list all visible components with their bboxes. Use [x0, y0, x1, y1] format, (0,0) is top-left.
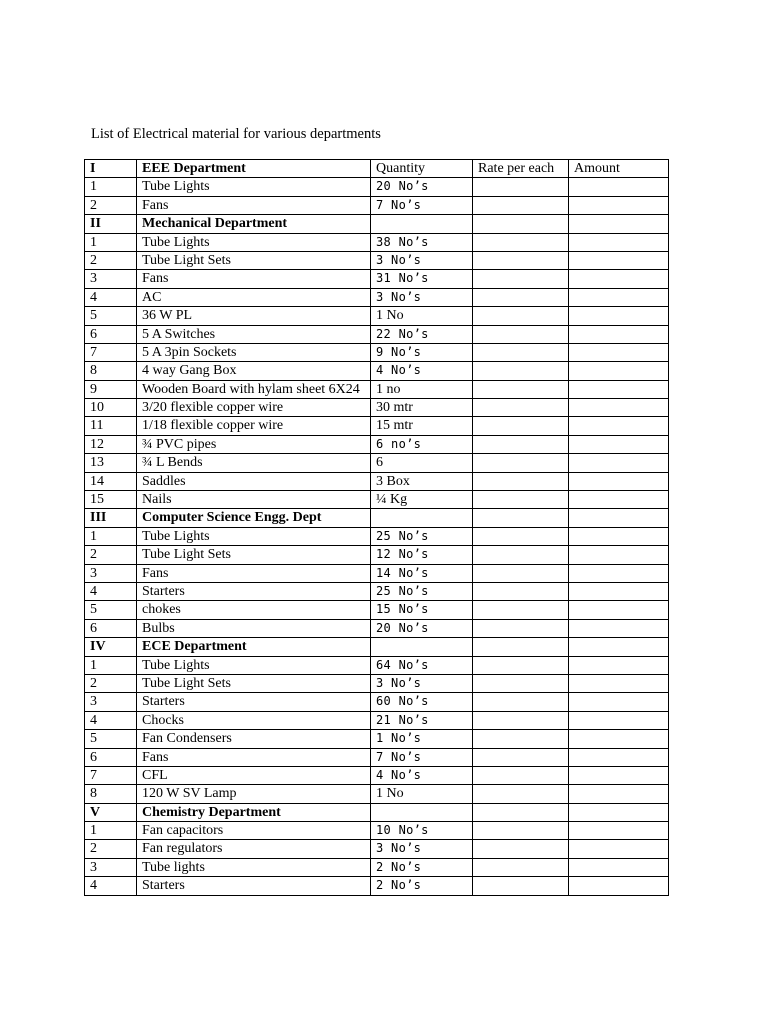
amount-cell [569, 877, 669, 895]
table-row [85, 582, 669, 600]
amount-cell [569, 711, 669, 729]
table-row [85, 564, 669, 582]
quantity-cell: 22 No’s [371, 325, 473, 343]
table-row [85, 270, 669, 288]
item-name: 5 A 3pin Sockets [137, 343, 371, 361]
item-name: 120 W SV Lamp [137, 785, 371, 803]
amount-cell [569, 435, 669, 453]
quantity-cell: 21 No’s [371, 711, 473, 729]
quantity-cell: 3 No’s [371, 288, 473, 306]
amount-cell [569, 325, 669, 343]
quantity-cell [371, 215, 473, 233]
rate-cell [473, 288, 569, 306]
table-row [85, 251, 669, 269]
item-number: 3 [85, 564, 137, 582]
amount-cell [569, 509, 669, 527]
item-number: 7 [85, 766, 137, 784]
item-number: 12 [85, 435, 137, 453]
quantity-cell: 1 No’s [371, 730, 473, 748]
table-row [85, 748, 669, 766]
quantity-cell: 3 No’s [371, 840, 473, 858]
item-number: 1 [85, 178, 137, 196]
rate-cell [473, 399, 569, 417]
table-row [85, 674, 669, 692]
amount-cell [569, 822, 669, 840]
quantity-cell [371, 509, 473, 527]
item-number: 2 [85, 546, 137, 564]
item-name: 36 W PL [137, 307, 371, 325]
item-name: Wooden Board with hylam sheet 6X24 [137, 380, 371, 398]
amount-cell [569, 693, 669, 711]
quantity-cell: 38 No’s [371, 233, 473, 251]
item-number: 11 [85, 417, 137, 435]
amount-cell [569, 674, 669, 692]
quantity-cell [371, 803, 473, 821]
item-name: Starters [137, 582, 371, 600]
item-name: 4 way Gang Box [137, 362, 371, 380]
table-row [85, 454, 669, 472]
item-number: 7 [85, 343, 137, 361]
item-number: 1 [85, 233, 137, 251]
document-title: List of Electrical material for various departments [91, 126, 381, 142]
item-name: Tube Light Sets [137, 674, 371, 692]
item-name: Bulbs [137, 619, 371, 637]
item-number: 3 [85, 858, 137, 876]
quantity-cell: 1 no [371, 380, 473, 398]
quantity-cell: 6 [371, 454, 473, 472]
item-number: 2 [85, 196, 137, 214]
item-number: 3 [85, 270, 137, 288]
table-row [85, 877, 669, 895]
item-name: Tube Lights [137, 527, 371, 545]
item-name: Tube Lights [137, 178, 371, 196]
quantity-cell: 2 No’s [371, 858, 473, 876]
item-number: 2 [85, 251, 137, 269]
item-number: 4 [85, 877, 137, 895]
item-name: AC [137, 288, 371, 306]
item-number: 5 [85, 307, 137, 325]
rate-cell [473, 822, 569, 840]
section-row [85, 638, 669, 656]
table-row [85, 399, 669, 417]
amount-cell [569, 399, 669, 417]
table-row [85, 435, 669, 453]
rate-cell [473, 693, 569, 711]
amount-cell [569, 380, 669, 398]
amount-cell [569, 840, 669, 858]
rate-cell [473, 711, 569, 729]
item-number: 14 [85, 472, 137, 490]
amount-cell [569, 527, 669, 545]
item-number: 10 [85, 399, 137, 417]
rate-cell [473, 196, 569, 214]
rate-cell [473, 582, 569, 600]
amount-header: Amount [569, 160, 669, 178]
quantity-cell: 20 No’s [371, 619, 473, 637]
amount-cell [569, 362, 669, 380]
rate-cell [473, 472, 569, 490]
table-row [85, 730, 669, 748]
item-name: Chocks [137, 711, 371, 729]
rate-cell [473, 435, 569, 453]
item-name: 3/20 flexible copper wire [137, 399, 371, 417]
item-name: Nails [137, 491, 371, 509]
item-number: 6 [85, 619, 137, 637]
item-number: 15 [85, 491, 137, 509]
table-row [85, 362, 669, 380]
amount-cell [569, 233, 669, 251]
table-row [85, 307, 669, 325]
quantity-cell: 4 No’s [371, 766, 473, 784]
item-name: Starters [137, 693, 371, 711]
quantity-cell: 64 No’s [371, 656, 473, 674]
materials-table-body [85, 160, 669, 896]
amount-cell [569, 491, 669, 509]
rate-cell [473, 656, 569, 674]
item-name: Saddles [137, 472, 371, 490]
table-row [85, 325, 669, 343]
section-title: Chemistry Department [137, 803, 371, 821]
quantity-cell: 9 No’s [371, 343, 473, 361]
quantity-cell: 31 No’s [371, 270, 473, 288]
rate-cell [473, 509, 569, 527]
item-name: Fans [137, 748, 371, 766]
rate-cell [473, 785, 569, 803]
table-row [85, 840, 669, 858]
quantity-cell: 4 No’s [371, 362, 473, 380]
rate-cell [473, 454, 569, 472]
amount-cell [569, 307, 669, 325]
quantity-cell: 20 No’s [371, 178, 473, 196]
item-number: 8 [85, 362, 137, 380]
table-row [85, 693, 669, 711]
item-name: ¾ PVC pipes [137, 435, 371, 453]
item-number: 8 [85, 785, 137, 803]
quantity-cell: 3 No’s [371, 251, 473, 269]
quantity-cell: 30 mtr [371, 399, 473, 417]
quantity-cell: 7 No’s [371, 196, 473, 214]
section-number: III [85, 509, 137, 527]
table-row [85, 601, 669, 619]
section-row [85, 509, 669, 527]
item-name: Fans [137, 270, 371, 288]
item-number: 5 [85, 730, 137, 748]
materials-table [84, 159, 669, 896]
quantity-cell: 15 mtr [371, 417, 473, 435]
rate-cell [473, 619, 569, 637]
amount-cell [569, 417, 669, 435]
amount-cell [569, 582, 669, 600]
table-row [85, 288, 669, 306]
item-number: 4 [85, 288, 137, 306]
table-row [85, 233, 669, 251]
quantity-cell: 14 No’s [371, 564, 473, 582]
rate-cell [473, 840, 569, 858]
rate-cell [473, 491, 569, 509]
quantity-cell: 3 No’s [371, 674, 473, 692]
table-header-row [85, 160, 669, 178]
rate-cell [473, 233, 569, 251]
table-row [85, 491, 669, 509]
item-number: 1 [85, 822, 137, 840]
amount-cell [569, 601, 669, 619]
item-number: 5 [85, 601, 137, 619]
table-row [85, 527, 669, 545]
rate-cell [473, 270, 569, 288]
item-number: 4 [85, 582, 137, 600]
amount-cell [569, 638, 669, 656]
rate-cell [473, 748, 569, 766]
item-number: 2 [85, 674, 137, 692]
amount-cell [569, 178, 669, 196]
quantity-cell: ¼ Kg [371, 491, 473, 509]
table-row [85, 656, 669, 674]
rate-cell [473, 858, 569, 876]
item-name: Fan Condensers [137, 730, 371, 748]
item-name: Tube lights [137, 858, 371, 876]
item-number: 6 [85, 325, 137, 343]
table-row [85, 711, 669, 729]
section-row [85, 215, 669, 233]
section-number: I [85, 160, 137, 178]
table-row [85, 766, 669, 784]
rate-cell [473, 546, 569, 564]
quantity-cell: 15 No’s [371, 601, 473, 619]
table-row [85, 858, 669, 876]
table-row [85, 546, 669, 564]
rate-cell [473, 362, 569, 380]
section-number: IV [85, 638, 137, 656]
quantity-cell: 10 No’s [371, 822, 473, 840]
item-name: Fan regulators [137, 840, 371, 858]
quantity-header: Quantity [371, 160, 473, 178]
item-number: 13 [85, 454, 137, 472]
quantity-cell: 6 no’s [371, 435, 473, 453]
item-number: 1 [85, 656, 137, 674]
item-name: Tube Light Sets [137, 251, 371, 269]
rate-cell [473, 766, 569, 784]
rate-cell [473, 380, 569, 398]
rate-cell [473, 417, 569, 435]
item-number: 9 [85, 380, 137, 398]
amount-cell [569, 748, 669, 766]
section-number: V [85, 803, 137, 821]
item-number: 1 [85, 527, 137, 545]
amount-cell [569, 785, 669, 803]
quantity-cell: 1 No [371, 307, 473, 325]
rate-cell [473, 251, 569, 269]
section-title: Mechanical Department [137, 215, 371, 233]
amount-cell [569, 730, 669, 748]
item-number: 6 [85, 748, 137, 766]
rate-cell [473, 803, 569, 821]
rate-cell [473, 674, 569, 692]
amount-cell [569, 472, 669, 490]
amount-cell [569, 803, 669, 821]
amount-cell [569, 288, 669, 306]
amount-cell [569, 215, 669, 233]
item-name: chokes [137, 601, 371, 619]
amount-cell [569, 454, 669, 472]
table-row [85, 380, 669, 398]
amount-cell [569, 251, 669, 269]
rate-cell [473, 325, 569, 343]
item-number: 2 [85, 840, 137, 858]
table-row [85, 417, 669, 435]
table-row [85, 196, 669, 214]
table-row [85, 472, 669, 490]
item-name: Tube Lights [137, 656, 371, 674]
amount-cell [569, 619, 669, 637]
quantity-cell: 12 No’s [371, 546, 473, 564]
quantity-cell: 7 No’s [371, 748, 473, 766]
rate-cell [473, 877, 569, 895]
quantity-cell: 25 No’s [371, 582, 473, 600]
rate-cell [473, 343, 569, 361]
rate-header: Rate per each [473, 160, 569, 178]
section-row [85, 803, 669, 821]
rate-cell [473, 307, 569, 325]
quantity-cell: 25 No’s [371, 527, 473, 545]
item-name: Fan capacitors [137, 822, 371, 840]
item-name: Starters [137, 877, 371, 895]
section-number: II [85, 215, 137, 233]
item-name: 1/18 flexible copper wire [137, 417, 371, 435]
rate-cell [473, 638, 569, 656]
section-title: Computer Science Engg. Dept [137, 509, 371, 527]
quantity-cell: 60 No’s [371, 693, 473, 711]
table-row [85, 822, 669, 840]
table-row [85, 343, 669, 361]
rate-cell [473, 527, 569, 545]
section-title: EEE Department [137, 160, 371, 178]
amount-cell [569, 656, 669, 674]
item-name: Tube Light Sets [137, 546, 371, 564]
rate-cell [473, 730, 569, 748]
amount-cell [569, 564, 669, 582]
quantity-cell: 1 No [371, 785, 473, 803]
table-row [85, 619, 669, 637]
amount-cell [569, 270, 669, 288]
item-name: Fans [137, 564, 371, 582]
quantity-cell [371, 638, 473, 656]
rate-cell [473, 215, 569, 233]
item-name: CFL [137, 766, 371, 784]
amount-cell [569, 196, 669, 214]
item-number: 3 [85, 693, 137, 711]
quantity-cell: 2 No’s [371, 877, 473, 895]
item-name: Tube Lights [137, 233, 371, 251]
quantity-cell: 3 Box [371, 472, 473, 490]
item-name: 5 A Switches [137, 325, 371, 343]
item-name: Fans [137, 196, 371, 214]
amount-cell [569, 858, 669, 876]
item-number: 4 [85, 711, 137, 729]
table-row [85, 178, 669, 196]
amount-cell [569, 343, 669, 361]
amount-cell [569, 766, 669, 784]
table-row [85, 785, 669, 803]
amount-cell [569, 546, 669, 564]
section-title: ECE Department [137, 638, 371, 656]
rate-cell [473, 178, 569, 196]
item-name: ¾ L Bends [137, 454, 371, 472]
rate-cell [473, 564, 569, 582]
rate-cell [473, 601, 569, 619]
